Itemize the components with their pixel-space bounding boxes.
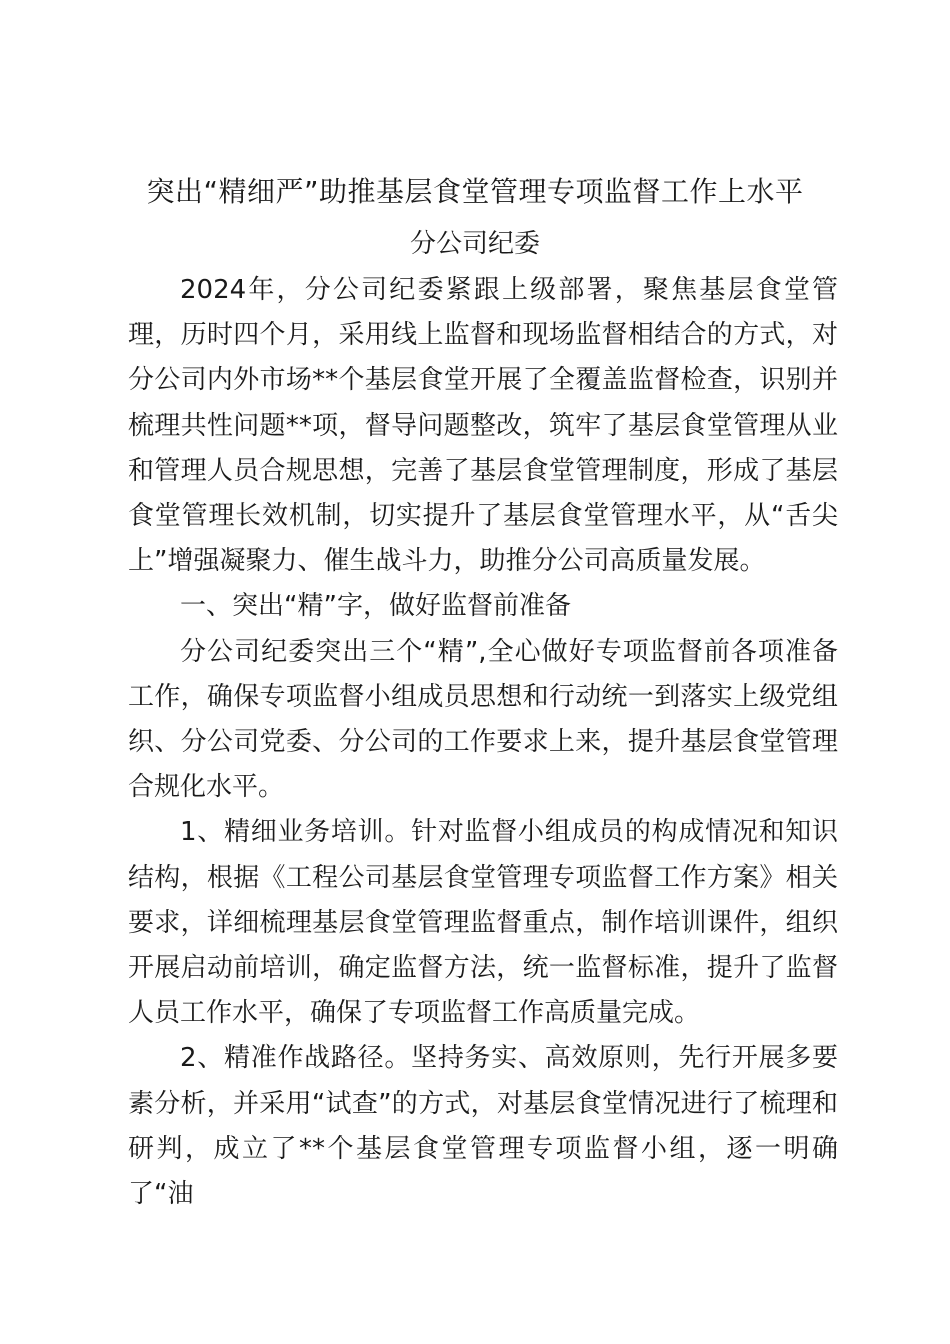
item-paragraph-2: 2、精准作战路径。坚持务实、高效原则，先行开展多要素分析，并采用“试查”的方式，对基层食堂情况进行了梳理和研判，成立了**个基层食堂管理专项监督小组，逐一明确了“油 (128, 1043, 838, 1210)
document-title: 突出“精细严”助推基层食堂管理专项监督工作上水平 (146, 175, 804, 208)
section-heading: 一、突出“精”字，做好监督前准备 (180, 591, 571, 622)
item-paragraph-1: 1、精细业务培训。针对监督小组成员的构成情况和知识结构，根据《工程公司基层食堂管理专项监督工作方案》相关要求，详细梳理基层食堂管理监督重点，制作培训课件，组织开展启动前培训，确定监督方法，统一监督标准，提升了监督人员工作水平，确保了专项监督工作高质量完成。 (128, 817, 838, 1029)
document-author: 分公司纪委 (409, 229, 540, 259)
document-body (128, 268, 838, 1217)
intro-paragraph: 2024年，分公司纪委紧跟上级部署，聚焦基层食堂管理，历时四个月，采用线上监督和现场监督相结合的方式，对分公司内外市场**个基层食堂开展了全覆盖监督检查，识别并梳理共性问题**项，督导问题整改，筑牢了基层食堂管理从业和管理人员合规思想，完善了基层食堂管理制度，形成了基层食堂管理长效机制，切实提升了基层食堂管理水平，从“舌尖上”增强凝聚力、催生战斗力，助推分公司高质量发展。 (128, 275, 838, 577)
section-paragraph: 分公司纪委突出三个“精”,全心做好专项监督前各项准备工作，确保专项监督小组成员思想和行动统一到落实上级党组织、分公司党委、分公司的工作要求上来，提升基层食堂管理合规化水平。 (128, 636, 838, 803)
